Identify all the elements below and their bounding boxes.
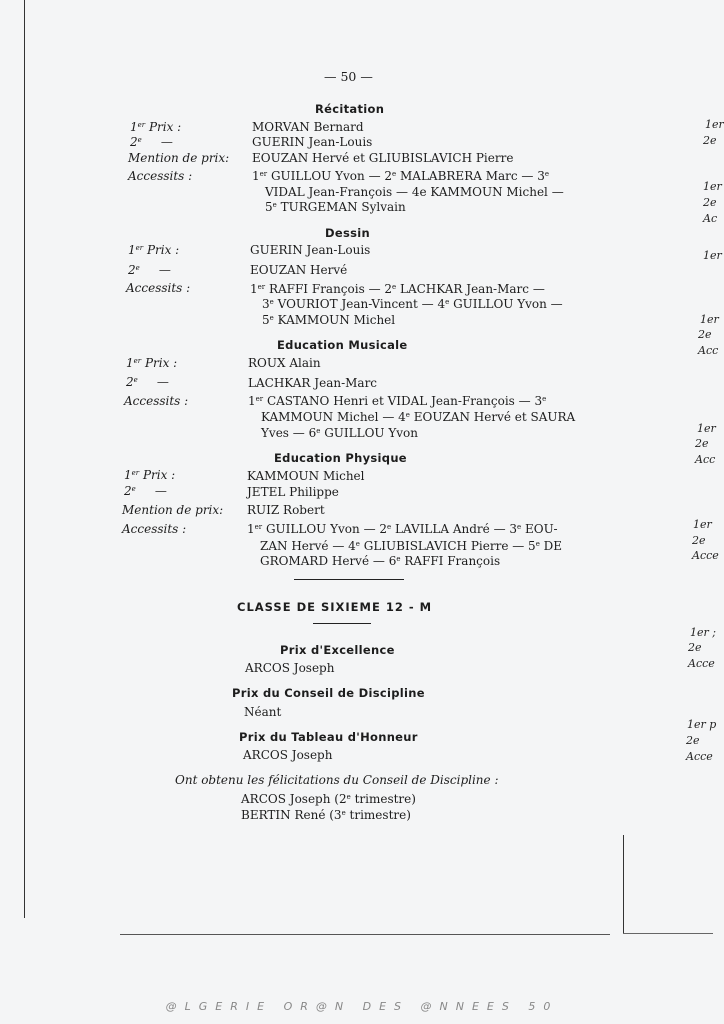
- margin-note: 2e: [703, 134, 717, 147]
- value-row: 1er RAFFI François — 2e LACHKAR Jean-Marc —: [250, 282, 545, 296]
- margin-note: 2e: [688, 641, 702, 654]
- margin-note: 1er ;: [690, 626, 716, 639]
- continuation-line: 5e TURGEMAN Sylvain: [265, 200, 406, 214]
- prize-conseil-value: Néant: [244, 705, 282, 719]
- continuation-line: Yves — 6e GUILLOU Yvon: [261, 426, 419, 440]
- value-row: GUERIN Jean-Louis: [252, 135, 373, 149]
- label-row: 1er Prix :: [126, 356, 178, 370]
- label-row: Accessits :: [126, 281, 191, 295]
- label-row: Accessits :: [124, 394, 189, 408]
- value-row: JETEL Philippe: [247, 485, 339, 499]
- margin-note: 2e: [695, 437, 709, 450]
- margin-note: Ac: [703, 212, 718, 225]
- felicitations-item: ARCOS Joseph (2e trimestre): [241, 792, 416, 806]
- label-row: 1er Prix :: [130, 120, 182, 134]
- label-row: Accessits :: [122, 522, 187, 536]
- margin-note: 1er: [705, 118, 724, 131]
- margin-note: 1er: [693, 518, 712, 531]
- margin-note: Acc: [698, 344, 719, 357]
- margin-note: 1er: [697, 422, 716, 435]
- value-row: GUERIN Jean-Louis: [250, 243, 371, 257]
- left-margin-rule: [24, 0, 25, 918]
- prize-conseil-title: Prix du Conseil de Discipline: [232, 686, 425, 700]
- section-title-dessin: Dessin: [325, 226, 370, 240]
- continuation-line: 5e KAMMOUN Michel: [262, 313, 396, 327]
- margin-note: Acce: [688, 657, 715, 670]
- label-row: 1er Prix :: [128, 243, 180, 257]
- prize-excellence-value: ARCOS Joseph: [245, 661, 335, 675]
- margin-note: Acce: [686, 750, 713, 763]
- continuation-line: 3e VOURIOT Jean-Vincent — 4e GUILLOU Yvon —: [262, 297, 563, 311]
- section-divider: [294, 579, 404, 580]
- margin-note: Acce: [692, 549, 719, 562]
- label-row: Mention de prix:: [128, 151, 230, 165]
- value-row: EOUZAN Hervé et GLIUBISLAVICH Pierre: [252, 151, 514, 165]
- bottom-rule: [120, 934, 610, 935]
- class-title: CLASSE DE SIXIEME 12 - M: [237, 600, 433, 614]
- value-row: 1er GUILLOU Yvon — 2e MALABRERA Marc — 3e: [252, 169, 550, 183]
- felicitations-item: BERTIN René (3e trimestre): [241, 808, 411, 822]
- value-row: KAMMOUN Michel: [247, 469, 365, 483]
- value-row: 1er CASTANO Henri et VIDAL Jean-François — 3e: [248, 394, 547, 408]
- margin-note: Acc: [695, 453, 716, 466]
- section-divider: [313, 623, 371, 624]
- label-row: 2e —: [130, 135, 173, 149]
- value-row: EOUZAN Hervé: [250, 263, 348, 277]
- prize-excellence-title: Prix d'Excellence: [280, 643, 395, 657]
- footer-watermark: @LGERIE OR@N DES @NNEES 50: [165, 1000, 559, 1013]
- section-title-physique: Education Physique: [274, 451, 407, 465]
- label-row: 1er Prix :: [124, 468, 176, 482]
- page-number: — 50 —: [324, 69, 373, 84]
- felicitations-title: Ont obtenu les félicitations du Conseil de Discipline :: [175, 773, 499, 787]
- value-row: RUIZ Robert: [247, 503, 325, 517]
- label-row: Accessits :: [128, 169, 193, 183]
- margin-note: 1er: [703, 249, 722, 262]
- margin-note: 1er p: [687, 718, 717, 731]
- section-title-musicale: Education Musicale: [277, 338, 408, 352]
- label-row: 2e —: [124, 484, 167, 498]
- value-row: ROUX Alain: [248, 356, 321, 370]
- value-row: LACHKAR Jean-Marc: [248, 376, 378, 390]
- margin-note: 2e: [692, 534, 706, 547]
- prize-tableau-value: ARCOS Joseph: [243, 748, 333, 762]
- margin-note: 1er: [700, 313, 719, 326]
- margin-note: 2e: [698, 328, 712, 341]
- bottom-rule-right: [623, 933, 713, 934]
- margin-note: 1er: [703, 180, 722, 193]
- margin-note: 2e: [686, 734, 700, 747]
- value-row: MORVAN Bernard: [252, 120, 364, 134]
- continuation-line: KAMMOUN Michel — 4e EOUZAN Hervé et SAURA: [261, 410, 576, 424]
- prize-tableau-title: Prix du Tableau d'Honneur: [239, 730, 418, 744]
- label-row: Mention de prix:: [122, 503, 224, 517]
- value-row: 1er GUILLOU Yvon — 2e LAVILLA André — 3e EOU-: [247, 522, 558, 536]
- label-row: 2e —: [128, 263, 171, 277]
- margin-note: 2e: [703, 196, 717, 209]
- right-margin-rule: [623, 835, 624, 933]
- continuation-line: GROMARD Hervé — 6e RAFFI François: [260, 554, 501, 568]
- continuation-line: VIDAL Jean-François — 4e KAMMOUN Michel —: [265, 185, 564, 199]
- label-row: 2e —: [126, 375, 169, 389]
- continuation-line: ZAN Hervé — 4e GLIUBISLAVICH Pierre — 5e DE: [260, 539, 563, 553]
- section-title-recitation: Récitation: [315, 102, 385, 116]
